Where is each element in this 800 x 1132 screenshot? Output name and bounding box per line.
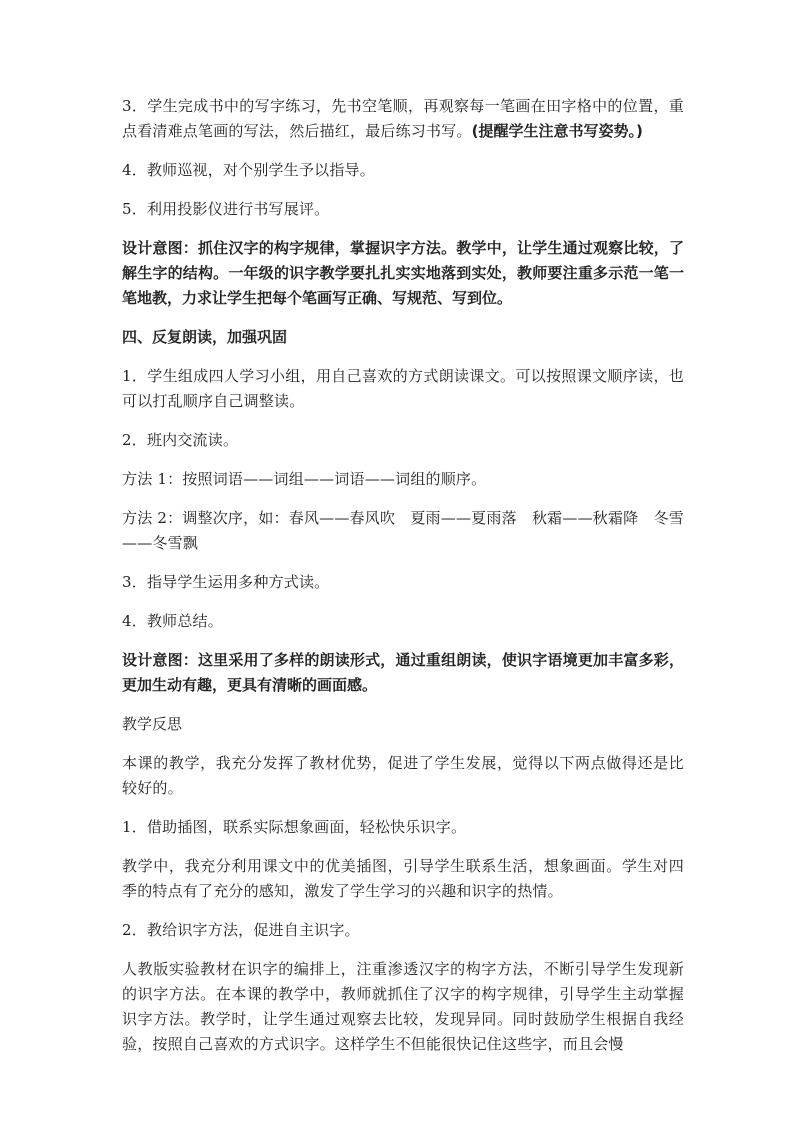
paragraph-point-2-detail: 人教版实验教材在识字的编排上，注重渗透汉字的构字方法，不断引导学生发现新的识字方法。在本课的教学中，教师就抓住了汉字的构字规律，引导学生主动掌握识字方法。教学时，让学生通过观察去比较，发现异同。同时鼓励学生根据自我经验，按照自己喜欢的方式识字。这样学生不但能很快记住这些字，而且会慢 xyxy=(122,960,684,1053)
paragraph-projector-review: 5．利用投影仪进行书写展评。 xyxy=(122,200,330,218)
paragraph-method-1: 方法 1：按照词语——词组——词语——词组的顺序。 xyxy=(122,470,487,488)
paragraph-point-1-detail: 教学中，我充分利用课文中的优美插图，引导学生联系生活，想象画面。学生对四季的特点有了充分的感知，激发了学生学习的兴趣和识字的热情。 xyxy=(122,857,684,900)
paragraph-point-2: 2．教给识字方法，促进自主识字。 xyxy=(122,921,360,939)
bold-note: (提醒学生注意书写姿势。) xyxy=(471,122,643,140)
paragraph-point-1: 1．借助插图，联系实际想象画面，轻松快乐识字。 xyxy=(122,818,467,836)
paragraph-teacher-patrol: 4．教师巡视，对个别学生予以指导。 xyxy=(122,161,375,179)
paragraph-method-2: 方法 2：调整次序，如：春风——春风吹 夏雨——夏雨落 秋霜——秋霜降 冬雪——冬雪飘 xyxy=(122,509,684,552)
paragraph-group-reading: 1．学生组成四人学习小组，用自己喜欢的方式朗读课文。可以按照课文顺序读，也可以打乱顺序自己调整读。 xyxy=(122,367,684,410)
paragraph-class-exchange: 2．班内交流读。 xyxy=(122,431,239,449)
paragraph-text: 3．学生完成书中的写字练习，先书空笔顺，再观察每一笔画在田字格中的位置，重点看清难点笔画的写法，然后描红，最后练习书写。 xyxy=(122,97,684,140)
paragraph-writing-practice xyxy=(122,94,684,144)
section-heading-reflection: 教学反思 xyxy=(122,715,183,733)
paragraph-guide-reading: 3．指导学生运用多种方式读。 xyxy=(122,573,330,591)
design-intent-2: 设计意图：这里采用了多样的朗读形式，通过重组朗读，使识字语境更加丰富多彩，更加生动有趣，更具有清晰的画面感。 xyxy=(122,651,684,694)
section-heading-4: 四、反复朗读，加强巩固 xyxy=(122,328,288,346)
paragraph-teacher-summary: 4．教师总结。 xyxy=(122,612,223,630)
design-intent-1: 设计意图：抓住汉字的构字规律，掌握识字方法。教学中，让学生通过观察比较，了解生字的结构。一年级的识字教学要扎扎实实地落到实处，教师要注重多示范一笔一笔地教，力求让学生把每个笔画写正确、写规范、写到位。 xyxy=(122,239,684,307)
document-page xyxy=(122,94,684,1071)
paragraph-reflection-intro: 本课的教学，我充分发挥了教材优势，促进了学生发展，觉得以下两点做得还是比较好的。 xyxy=(122,754,684,797)
